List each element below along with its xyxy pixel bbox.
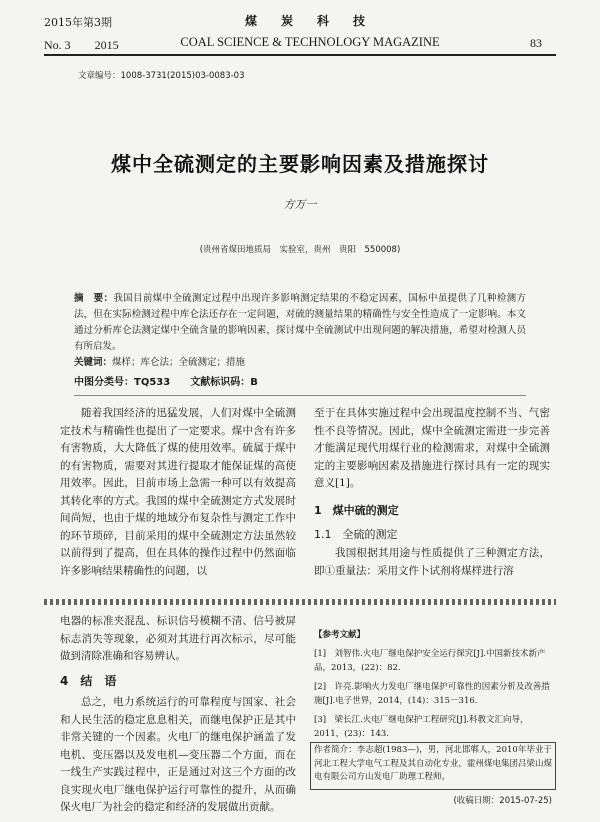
header-journal-cn: 煤 炭 科 技 xyxy=(244,14,365,28)
header-issue-cn: 2015年第3期 xyxy=(44,16,112,29)
abstract-text: 我国目前煤中全硫测定过程中出现许多影响测定结果的不稳定因素，国标中虽提供了几种检测方法，但在实际检测过程中库仑法还存在一定问题，对硫的测量结果的精确性与安全性造成了一定影响。本文通过分析库仑法测定煤中全硫含量的影响因素，探讨煤中全硫测试中出现问题的解决措施，希望对检测人员有所启发。 xyxy=(74,293,526,352)
header-issue-en: No. 3 2015 xyxy=(44,38,119,52)
reference-1: [1] 刘智伟.火电厂继电保护安全运行探究[J].中国新技术新产品，2013，(22)：82. xyxy=(314,649,546,673)
article-separator xyxy=(44,599,556,605)
received-date: (收稿日期：2015-07-25) xyxy=(453,796,552,806)
affiliation: (贵州省煤田地质局 实验室，贵州 贵阳 550008) xyxy=(199,245,401,255)
keywords xyxy=(74,354,526,368)
section-1-heading: 1 煤中硫的测定 xyxy=(314,504,399,517)
author: 方万一 xyxy=(283,198,317,211)
section-4-heading: 4 结 语 xyxy=(60,674,117,688)
author-note: 作者简介：李志超(1983—)，男，河北邯郸人，2010年毕业于河北工程大学电气工程及其自动化专业，霍州煤电集团吕梁山煤电有限公司方山发电厂助理工程师。 xyxy=(314,745,553,782)
reference-2: [2] 许亮.影响火力发电厂继电保护可靠性的因素分析及改善措施[J].电子世界，2014，(14)：315－316. xyxy=(314,682,550,706)
section-1-1-paragraph: 我国根据其用途与性质提供了三种测定方法，即①重量法：采用文件卜试剂将煤样进行溶 xyxy=(314,547,550,577)
article-number: 文章编号：1008-3731(2015)03-0083-03 xyxy=(78,71,245,81)
references-heading: 【参考文献】 xyxy=(314,630,366,640)
abstract-label: 摘 要： xyxy=(74,293,114,304)
keywords-label: 关键词： xyxy=(74,357,113,368)
abstract-rule xyxy=(74,395,526,396)
header-journal-en: COAL SCIENCE & TECHNOLOGY MAGAZINE xyxy=(180,35,440,49)
right-paragraph: 至于在具体实施过程中会出现温度控制不当、气密性不良等情况。因此，煤中全硫测定需进一步完善才能满足现代用煤行业的检测需求，对煤中全硫测定的主要影响因素及措施进行探讨具有一定的现实意义[1]。 xyxy=(314,407,550,489)
page-number: 83 xyxy=(530,36,542,50)
classification: 中图分类号：TQ533 文献标识码：B xyxy=(74,377,258,388)
abstract xyxy=(74,291,526,355)
section-1-1-heading: 1.1 全硫的测定 xyxy=(314,528,398,541)
conclusion-paragraph: 总之，电力系统运行的可靠程度与国家、社会和人民生活的稳定息息相关，而继电保护正是其中非常关键的一个因素。火电厂的继电保护涵盖了发电机、变压器以及发电机—变压器二个方面，而在一线生产实践过程中，正是通过对这三个方面的改良实现火电厂继电保护运行可靠性的提升，从而确保火电厂为社会的稳定和经济的发展做出贡献。 xyxy=(60,696,296,813)
intro-paragraph: 随着我国经济的迅猛发展，人们对煤中全硫测定技术与精确性也提出了一定要求。煤中含有许多有害物质，大大降低了煤的使用效率。硫属于煤中的有害物质，需要对其进行提取才能保证煤的高使用效率。因此，目前市场上急需一种可以有效提高其转化率的方式。我国的煤中全硫测定方式发展时间尚短，也由于煤的地域分布复杂性与测定工作中的环节琐碎，目前采用的煤中全硫测定方法虽然较以前得到了提高，但在具体的操作过程中仍然面临许多影响结果精确性的问题，以 xyxy=(60,407,296,577)
paper-title: 煤中全硫测定的主要影响因素及措施探讨 xyxy=(111,152,489,176)
header-rule xyxy=(44,54,556,56)
reference-3: [3] 梁长江.火电厂继电保护工程研究[J].科教文汇向导，2011，(23)：143. xyxy=(314,715,529,739)
keywords-text: 煤样；库仑法；全硫测定；措施 xyxy=(112,357,246,368)
continued-paragraph: 电器的标准夹混乱、标识信号模糊不清、信号被屏标志消失等现象，必须对其进行再次标示，尽可能做到清除准确和容易辨认。 xyxy=(60,615,296,662)
